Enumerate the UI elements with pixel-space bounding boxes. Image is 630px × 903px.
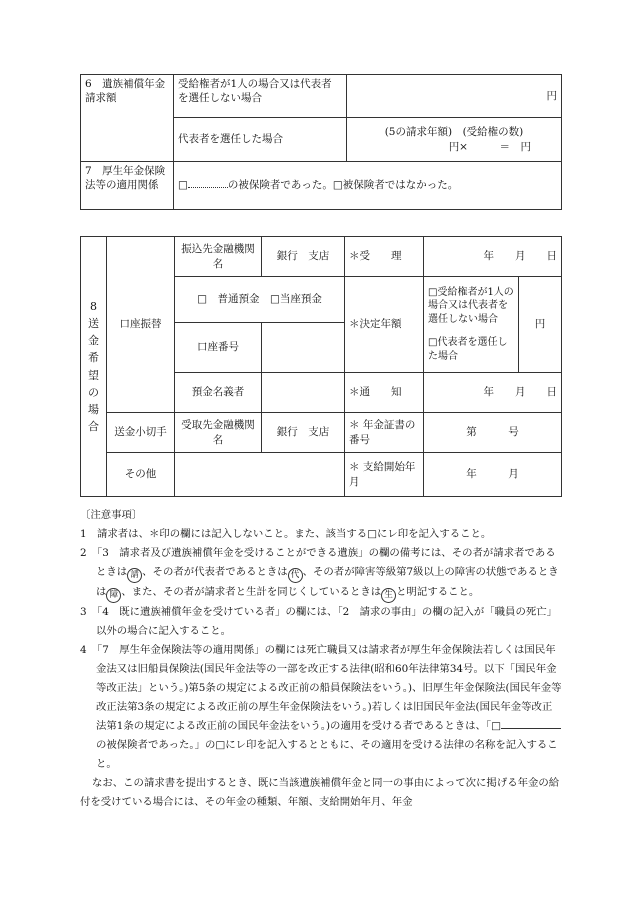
s7-checkbox-insured[interactable]: □ xyxy=(178,179,188,192)
s8-shosho-star: ＊ xyxy=(349,419,360,432)
s6-rep-amount[interactable] xyxy=(347,118,562,162)
note-1: 1 請求者は、＊印の欄には記入しないこと。また、該当する□にレ印を記入すること。 xyxy=(80,528,492,540)
s8-furikomi-label: 振込先金融機関名 xyxy=(175,237,262,277)
note-2-text: と明記すること。 xyxy=(396,586,480,598)
s8-kettei-cond-1[interactable]: □受給権者が1人の場合又は代表者を選任しない場合 xyxy=(428,286,514,325)
note-3: 3 「4 既に遺族補償年金を受けている者」の欄には、「2 請求の事由」の欄の記入が「職員の死亡」以外の場合に記入すること。 xyxy=(80,606,558,637)
table-section-8 xyxy=(80,236,562,497)
s8-label-char: 希 xyxy=(88,351,99,365)
circled-dai-mark: 代 xyxy=(288,568,303,583)
s8-label-char: 送 xyxy=(88,317,99,331)
s8-label-char: 望 xyxy=(88,368,99,382)
s6-single-text: 受給権者が1人の場合又は代表者を選任しない場合 xyxy=(174,75,347,118)
s8-juri-label: ＊受 理 xyxy=(345,237,424,277)
s6-label: 6 遺族補償年金請求額 xyxy=(81,75,174,162)
s8-kaishi-star: ＊ xyxy=(349,461,360,474)
s8-kettei-conditions xyxy=(424,277,519,373)
s8-checkbox-toza[interactable]: □当座預金 xyxy=(270,293,322,306)
table-sections-6-7 xyxy=(80,74,562,210)
s8-shosho-text: 年金証書の番号 xyxy=(349,419,416,446)
s8-label-char: 合 xyxy=(88,419,99,433)
s8-uketori-label: 受取先金融機関名 xyxy=(175,413,262,453)
s7-checkbox-not-insured[interactable]: □ xyxy=(332,179,343,192)
s8-kettei-label: ＊決定年額 xyxy=(345,277,424,373)
note-4-text: の被保険者であった。」の□にレ印を記入するとともに、その適用を受ける法律の名称を記入すること。 xyxy=(96,739,558,770)
s8-juri-date: 年 月 日 xyxy=(424,237,562,277)
s8-bank-branch-text: 銀行 支店 xyxy=(276,250,330,263)
circled-sho-mark: 障 xyxy=(106,588,121,603)
s8-label xyxy=(81,237,107,497)
s8-label-char: 場 xyxy=(88,402,99,416)
s8-kogitte-label: 送金小切手 xyxy=(107,413,175,453)
s8-kaishi-text: 支給開始年 月 xyxy=(349,461,437,488)
s6-single-amount[interactable] xyxy=(347,75,562,118)
note-4 xyxy=(80,641,562,774)
circled-seikei-mark: 生 xyxy=(381,588,396,603)
notes xyxy=(80,506,562,812)
s6-rep-formula-top: (5の請求年額) (受給権の数) xyxy=(384,126,524,139)
s8-kaishi-label xyxy=(345,453,437,497)
note-2-text: 、その者が障害等級第7級以上の障害の状態であるときは xyxy=(96,566,559,598)
s6-rep-text: 代表者を選任した場合 xyxy=(174,118,347,162)
s8-shosho-label xyxy=(345,413,424,453)
s6-single-unit: 円 xyxy=(546,89,557,102)
s8-sonota-field[interactable] xyxy=(175,453,345,497)
s8-uketori-bank[interactable] xyxy=(262,413,345,453)
s8-label-char: 8 xyxy=(90,300,97,314)
s8-deposit-type xyxy=(175,277,345,323)
note-nao: なお、この請求書を提出するとき、既に当該遺族補償年金と同一の事由によって次に掲げる年金の給付を受けている場合には、その年金の種類、年額、支給開始年月、年金 xyxy=(80,777,560,808)
circled-sei-mark: 請 xyxy=(127,568,142,583)
s8-checkbox-futsu[interactable]: □ 普通預金 xyxy=(197,293,260,306)
s8-label-char: の xyxy=(88,385,99,399)
s8-kettei-cond-2[interactable]: □代表者を選任した場合 xyxy=(428,337,508,362)
s8-koza-label: 口座振替 xyxy=(107,237,175,413)
note-4-text: 4 「7 厚生年金保険法等の適用関係」の欄には死亡職員又は請求者が厚生年金保険法若しくは国民年金法又は旧船員保険法(国民年金法等の一部を改正する法律(昭和60年法律第34号。以下「国民年金等改正法」という。)第5条の規定による改正前の船員保険法をいう。)、旧厚生年金保険法(国民年金等改正法第3条の規定による改正前の厚生年金保険法をいう。)若しくは旧国民年金法(国民年金等改正法第1条の規定による改正前の国民年金法をいう。)の適用を受ける者であるときは、「□ xyxy=(80,644,562,732)
s8-meigi-field[interactable] xyxy=(262,373,345,413)
s8-kettei-unit: 円 xyxy=(519,277,562,373)
s8-label-char: 金 xyxy=(88,334,99,348)
s8-koza-no-label: 口座番号 xyxy=(175,323,262,373)
note-2 xyxy=(80,544,562,603)
s8-furikomi-bank[interactable] xyxy=(262,237,345,277)
s6-rep-formula-bottom: 円× ＝ 円 xyxy=(448,140,531,153)
s7-law-blank[interactable] xyxy=(188,178,228,188)
s7-label: 7 厚生年金保険法等の適用関係 xyxy=(81,162,174,210)
s8-kaishi-value: 年 月 xyxy=(424,453,562,497)
s8-koza-no-field[interactable] xyxy=(262,323,345,373)
notes-heading: 〔注意事項〕 xyxy=(80,509,143,521)
s7-options xyxy=(174,162,562,210)
s7-text-insured: の被保険者であった。 xyxy=(227,179,333,192)
s8-bank-branch2-text: 銀行 支店 xyxy=(276,426,330,439)
s8-sonota-label: その他 xyxy=(107,453,175,497)
note-2-text: 、その者が代表者であるときは xyxy=(142,566,288,578)
s8-shosho-value: 第 号 xyxy=(424,413,562,453)
s8-tsuchi-label: ＊通 知 xyxy=(345,373,424,413)
s8-tsuchi-date: 年 月 日 xyxy=(424,373,562,413)
note-2-text: 2 「3 請求者及び遺族補償年金を受けることができる遺族」の欄の備考には、その者が請求者であるときは xyxy=(80,547,556,578)
note-2-text: 、また、その者が請求者と生計を同じくしているときは xyxy=(121,586,382,598)
s8-meigi-label: 預金名義者 xyxy=(175,373,262,413)
s7-text-not-insured: 被保険者ではなかった。 xyxy=(342,179,459,192)
note-4-blank xyxy=(501,719,561,729)
